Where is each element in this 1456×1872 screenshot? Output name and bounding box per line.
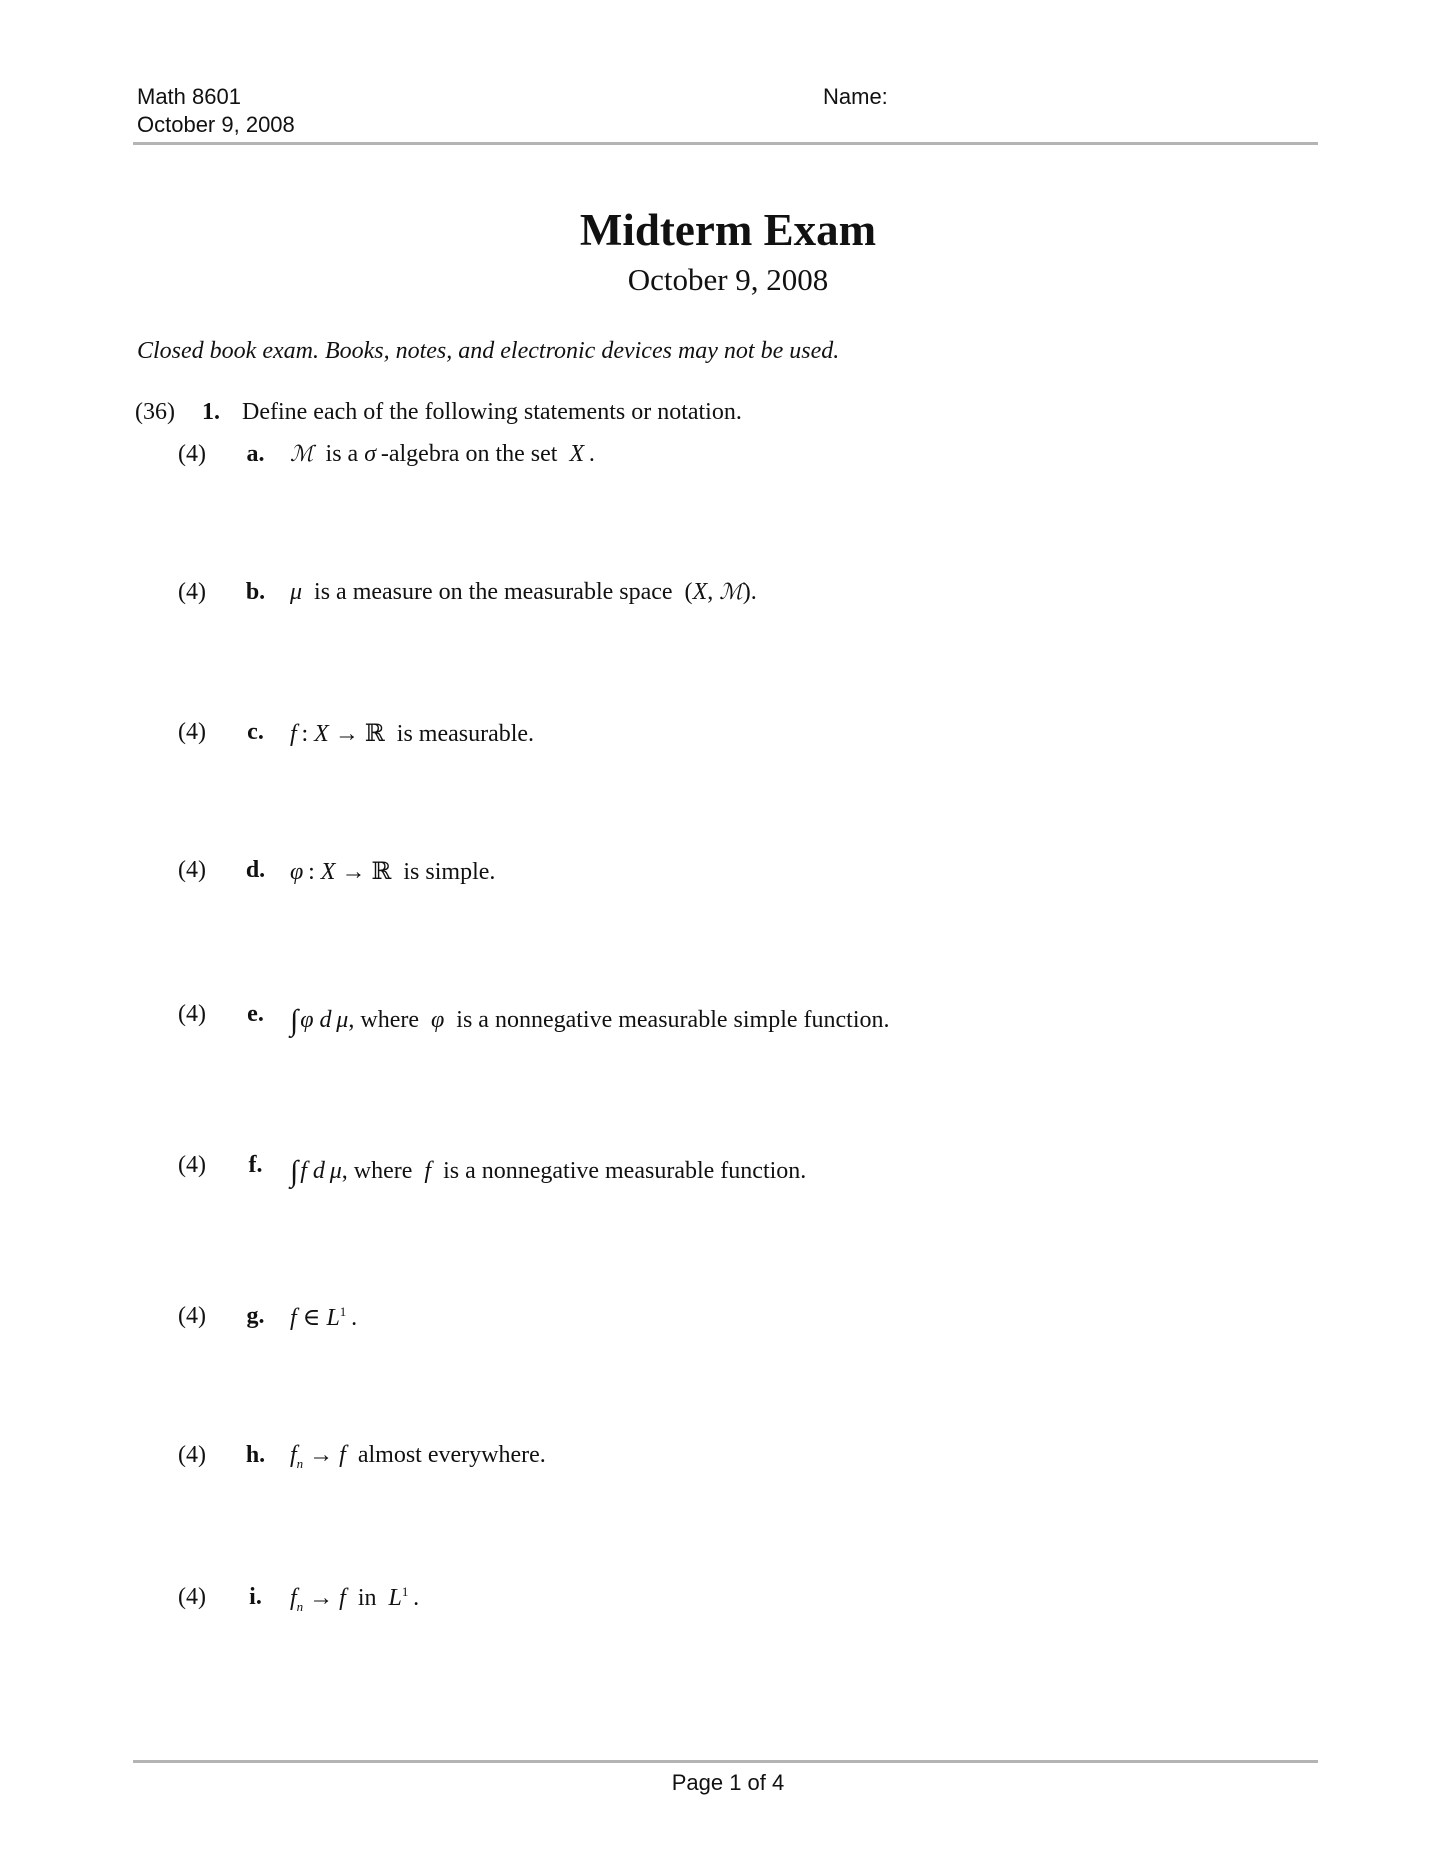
part-statement: ∫f d μ, where f is a nonnegative measurable function. [290,1155,807,1188]
part-statement: $f_n \to f$ in $L^1$ . [290,1584,420,1614]
part-label: g. [246,1303,265,1329]
part-label: b. [245,579,266,605]
part-label: i. [249,1584,262,1610]
part-points: (4) [178,441,206,467]
page-header [133,84,1318,145]
part-statement: f : X → ℝ is measurable. [290,721,535,747]
exam-date: October 9, 2008 [627,262,829,297]
part-points: (4) [178,1584,206,1610]
part-statement: ℳ is a σ -algebra on the set X . [290,441,595,467]
exam-instructions: Closed book exam. Books, notes, and electronic devices may not be used. [137,338,840,364]
part-statement: φ : X → ℝ is simple. [290,859,496,885]
part-points: (4) [178,1442,206,1468]
part-points: (4) [178,1303,206,1329]
name-label: Name: [823,84,888,109]
page-number: Page 1 of 4 [671,1770,785,1795]
question-part-d [0,857,1456,891]
question-part-e [0,1001,1456,1035]
part-statement: ∫φ d μ, where φ is a nonnegative measurable simple function. [290,1004,890,1037]
part-label: h. [245,1442,266,1468]
part-statement: $f_n \to f$ almost everywhere. [290,1442,546,1471]
part-points: (4) [178,1152,206,1178]
part-points: (4) [178,1001,206,1027]
question-text: Define each of the following statements or notation. [242,399,742,425]
question-number: 1. [202,399,220,425]
question-part-a [0,441,1456,475]
part-label: a. [246,441,265,467]
footer-divider [133,1760,1318,1763]
question-part-f [0,1152,1456,1186]
question-points: (36) [135,399,175,425]
part-points: (4) [178,719,206,745]
part-points: (4) [178,857,206,883]
course-name: Math 8601 [137,84,241,109]
part-statement: f ∈ $L^1$ . [290,1304,358,1331]
question-part-b [0,579,1456,613]
part-label: f. [248,1152,263,1178]
exam-title: Midterm Exam [579,205,877,255]
part-statement: μ is a measure on the measurable space (X, ℳ). [290,579,757,605]
part-label: c. [247,719,264,745]
part-points: (4) [178,579,206,605]
question-part-c [0,719,1456,753]
question-part-h [0,1442,1456,1476]
part-label: d. [245,857,266,883]
part-label: e. [247,1001,264,1027]
question-part-i [0,1584,1456,1618]
question-part-g [0,1303,1456,1337]
header-date: October 9, 2008 [137,112,295,137]
